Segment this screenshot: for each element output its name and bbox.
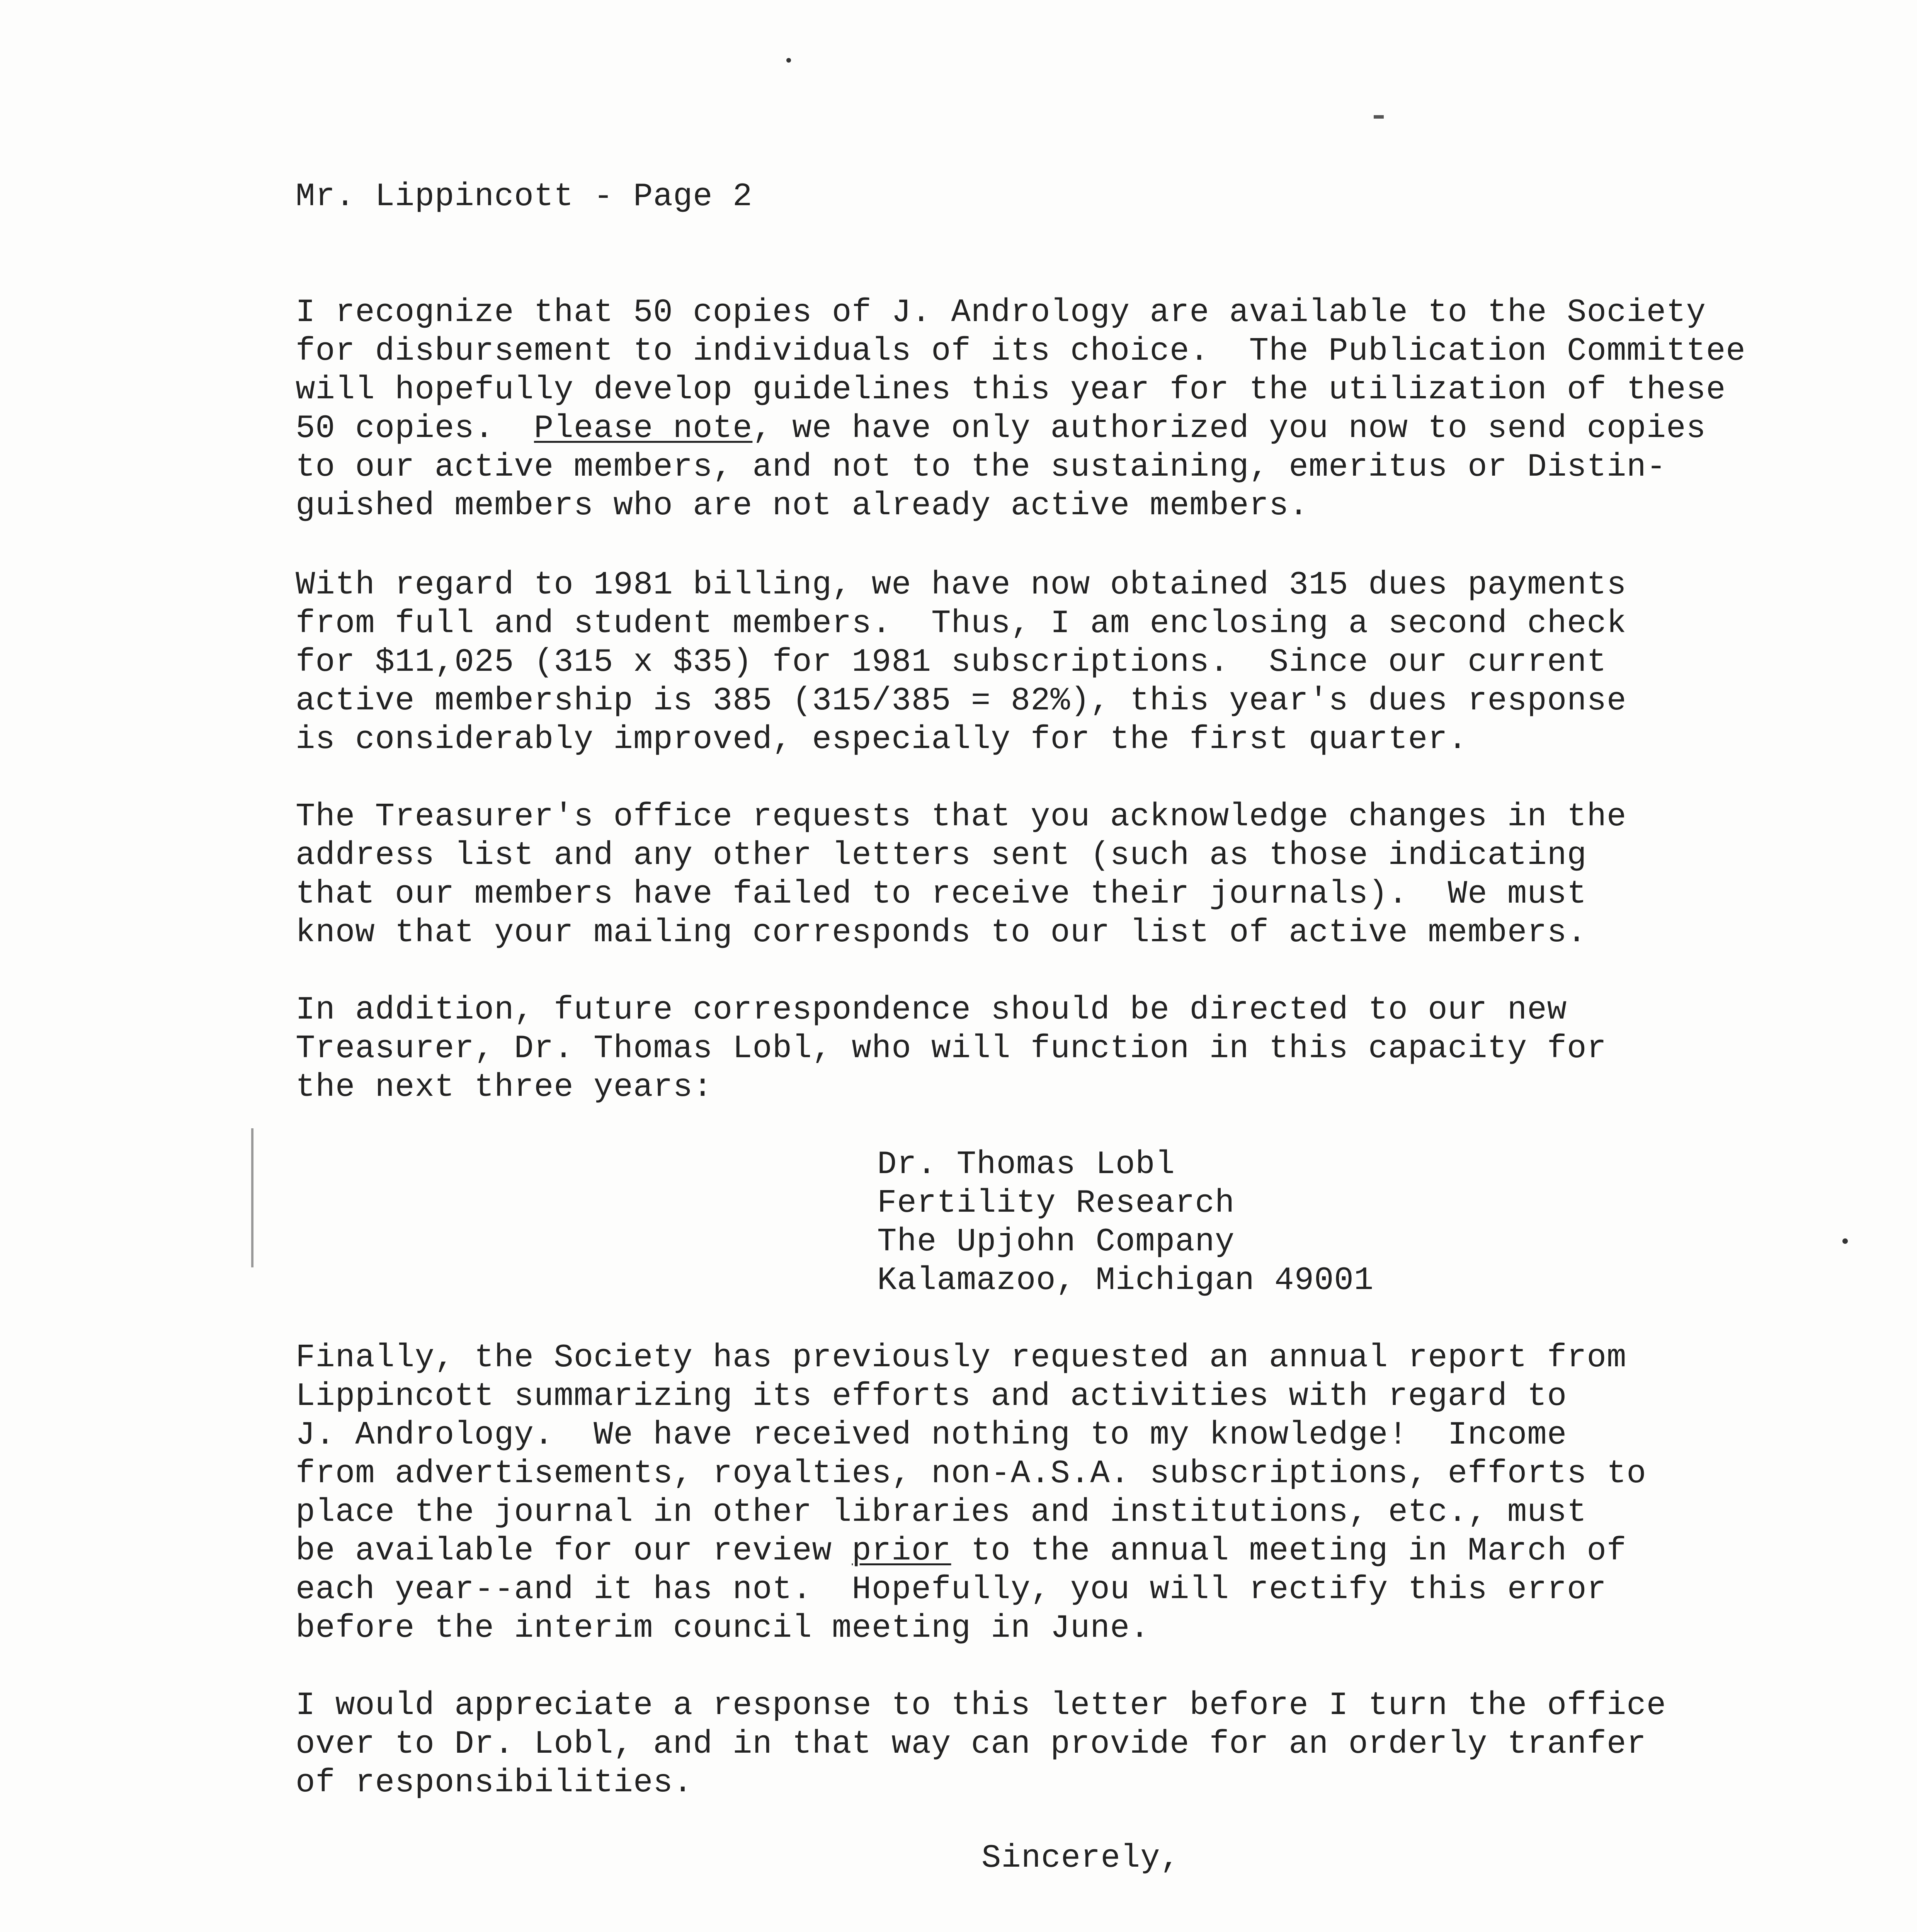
paragraph2-line2: from full and student members. Thus, I am enclosing a second check [296, 605, 1627, 642]
paragraph2-line3: for $11,025 (315 x $35) for 1981 subscriptions. Since our current [296, 644, 1607, 681]
paragraph5-line8: before the interim council meeting in June. [296, 1610, 1150, 1647]
please-note-underlined: Please note [534, 410, 753, 447]
paragraph5-line2: Lippincott summarizing its efforts and activities with regard to [296, 1378, 1567, 1415]
paragraph3-line2: address list and any other letters sent (such as those indicating [296, 837, 1587, 874]
paragraph4-line3: the next three years: [296, 1069, 713, 1106]
paragraph5-line1: Finally, the Society has previously requested an annual report from [296, 1340, 1627, 1376]
scan-margin-line [251, 1128, 253, 1267]
scan-speck [1842, 1238, 1848, 1244]
paragraph1-line6: guished members who are not already active members. [296, 488, 1309, 524]
page-header: Mr. Lippincott - Page 2 [296, 179, 753, 215]
paragraph5-line6-start: be available for our review [296, 1533, 852, 1570]
paragraph6-line2: over to Dr. Lobl, and in that way can provide for an orderly tranfer [296, 1726, 1647, 1763]
paragraph6-line1: I would appreciate a response to this letter before I turn the office [296, 1687, 1667, 1724]
prior-underlined: prior [852, 1533, 951, 1570]
paragraph1-line2: for disbursement to individuals of its choice. The Publication Committee [296, 333, 1746, 370]
address-city: Kalamazoo, Michigan 49001 [877, 1262, 1374, 1299]
paragraph5-line7: each year--and it has not. Hopefully, you will rectify this error [296, 1571, 1607, 1608]
paragraph5-line6-end: to the annual meeting in March of [951, 1533, 1627, 1570]
paragraph6-line3: of responsibilities. [296, 1765, 693, 1801]
paragraph5-line5: place the journal in other libraries and institutions, etc., must [296, 1494, 1587, 1531]
paragraph4-line1: In addition, future correspondence should be directed to our new [296, 992, 1567, 1029]
paragraph3-line4: know that your mailing corresponds to our list of active members. [296, 915, 1587, 951]
paragraph1-line1: I recognize that 50 copies of J. Andrology are available to the Society [296, 294, 1706, 331]
paragraph5-line6 [296, 1532, 1626, 1571]
paragraph4-line2: Treasurer, Dr. Thomas Lobl, who will function in this capacity for [296, 1031, 1607, 1067]
paragraph1-line4-end: , we have only authorized you now to send copies [752, 410, 1706, 447]
paragraph1-line3: will hopefully develop guidelines this year for the utilization of these [296, 372, 1726, 408]
paragraph1-line4 [296, 410, 1706, 448]
paragraph2-line4: active membership is 385 (315/385 = 82%), this year's dues response [296, 683, 1627, 719]
paragraph3-line3: that our members have failed to receive their journals). We must [296, 876, 1587, 913]
paragraph1-line4-start: 50 copies. [296, 410, 534, 447]
paragraph2-line1: With regard to 1981 billing, we have now obtained 315 dues payments [296, 567, 1627, 604]
paragraph3-line1: The Treasurer's office requests that you acknowledge changes in the [296, 799, 1627, 835]
paragraph2-line5: is considerably improved, especially for the first quarter. [296, 721, 1468, 758]
address-company: The Upjohn Company [877, 1224, 1235, 1260]
paragraph5-line3: J. Andrology. We have received nothing to my knowledge! Income [296, 1417, 1567, 1454]
address-name: Dr. Thomas Lobl [877, 1146, 1175, 1183]
address-department: Fertility Research [877, 1185, 1235, 1222]
closing: Sincerely, [981, 1840, 1180, 1877]
paragraph1-line5: to our active members, and not to the sustaining, emeritus or Distin- [296, 449, 1667, 486]
scan-speck [786, 58, 791, 63]
scan-mark [1374, 115, 1384, 119]
paragraph5-line4: from advertisements, royalties, non-A.S.A. subscriptions, efforts to [296, 1456, 1647, 1492]
